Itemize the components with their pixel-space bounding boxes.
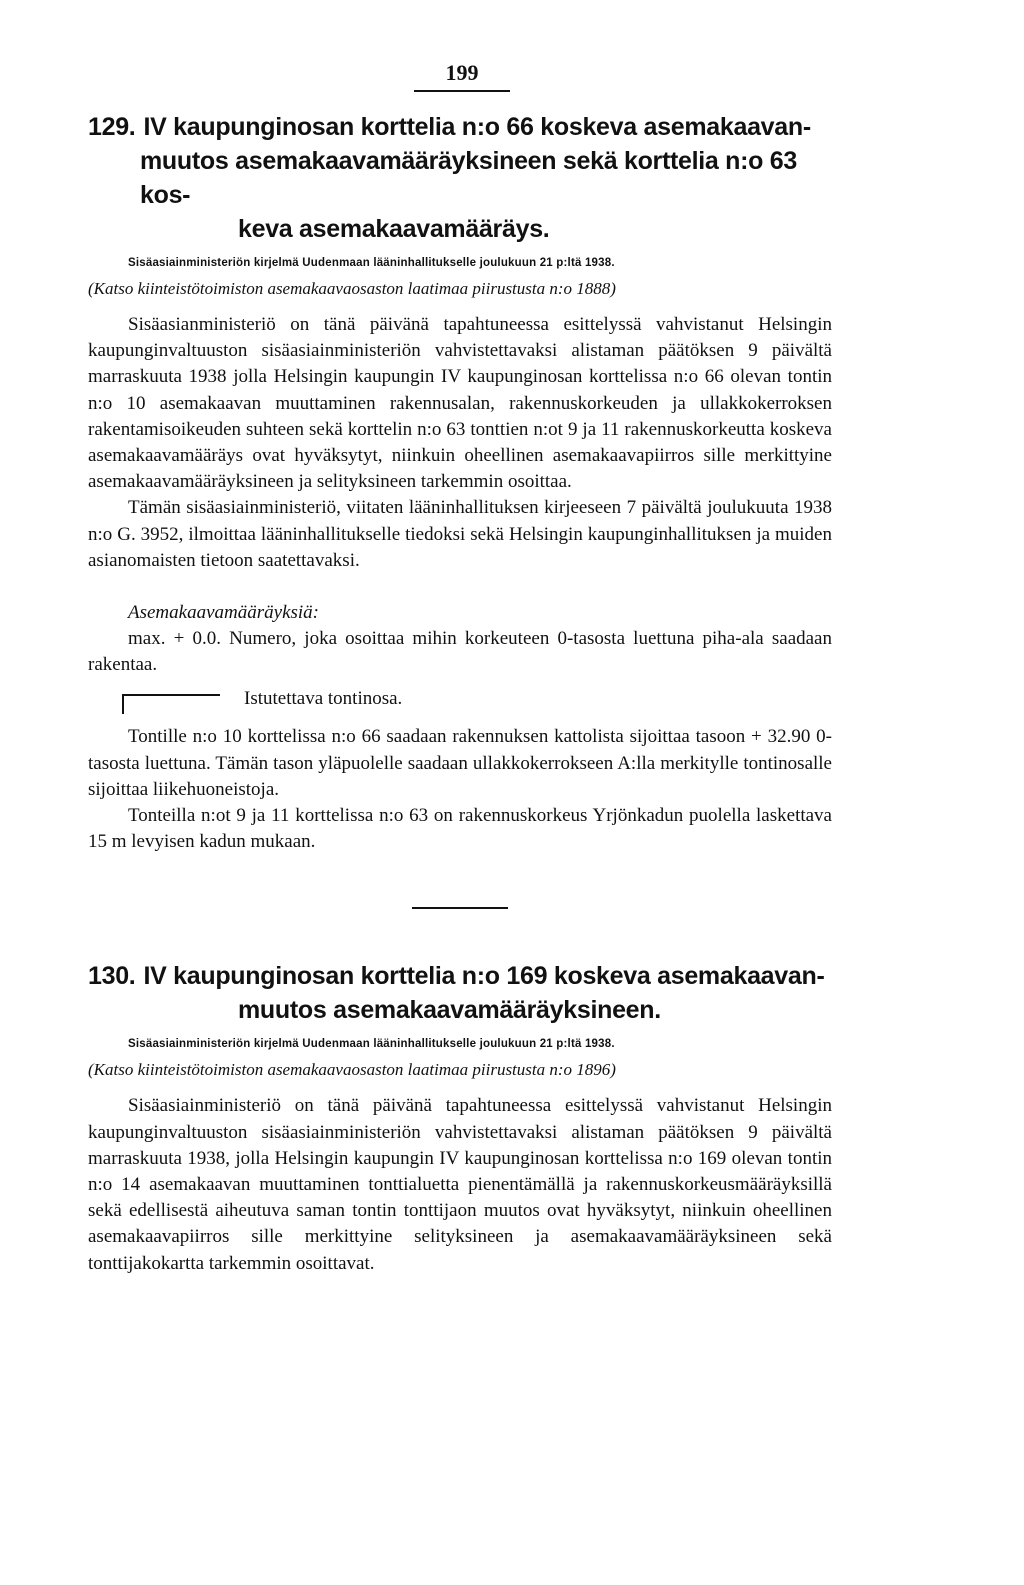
section-title-line: keva asemakaavamääräys. [238, 215, 550, 243]
paragraph: Tontille n:o 10 korttelissa n:o 66 saadaan rakennuksen kattolista sijoittaa tasoon + 32.90 0-tasosta luettuna. Tämän tason yläpuolelle saadaan ullakkokerrokseen A:lla merkitylle tontinosalle sijoittaa liikehuoneistoja. [88, 726, 832, 800]
paragraph: Tämän sisäasiainministeriö, viitaten lääninhallituksen kirjeeseen 7 päivältä joulukuuta 1938 n:o G. 3952, ilmoittaa lääninhallitukselle tiedoksi sekä Helsingin kaupunginhallituksen ja muiden asianomaisten tietoon saatettavaksi. [88, 497, 832, 571]
section-title-line: muutos asemakaavamääräyksineen. [238, 996, 661, 1025]
plan-reference: (Katso kiinteistötoimiston asemakaavaosaston laatimaa piirustusta n:o 1896) [88, 1060, 616, 1080]
section-129 [88, 110, 832, 855]
rules-heading: Asemakaavamääräyksiä: [128, 602, 320, 624]
source-note: Sisäasiainministeriön kirjelmä Uudenmaan lääninhallitukselle joulukuun 21 p:ltä 1938. [128, 257, 615, 269]
paragraph: Sisäasiainministeriö on tänä päivänä tapahtuneessa esittelyssä vahvistanut Helsingin kaupunginvaltuuston sisäasiainministeriön vahvistettavaksi alistaman päätöksen 9 päivältä marraskuuta 1938, jolla Helsingin kaupungin IV kaupunginosan korttelissa n:o 169 olevan tontin n:o 14 asemakaavan muuttaminen tonttialuetta pienentämällä ja rakennuskorkeusmääräyksillä sekä edellisestä aiheutuva saman tontin tonttijaon muutos ovat hyväksytyt, niinkuin oheellinen asemakaavapiirros sille merkittyine selityksineen ja asemakaavamääräyksineen sekä tonttijakokartta tarkemmin osoittavat. [88, 1095, 832, 1274]
legend-row [88, 684, 832, 714]
rules-text [88, 626, 832, 678]
paragraph: Sisäasianministeriö on tänä päivänä tapahtuneessa esittelyssä vahvistanut Helsingin kaupunginvaltuuston sisäasiainministeriön vahvistettavaksi alistaman päätöksen 9 päivältä marraskuuta 1938 jolla Helsingin kaupungin IV kaupunginosan korttelissa n:o 66 olevan tontin n:o 10 asemakaavan muuttaminen rakennusalan, rakennuskorkeuden ja ullakkokerroksen rakentamisoikeuden suhteen sekä korttelin n:o 63 tonttien n:ot 9 ja 11 rakennuskorkeutta koskeva asemakaavamääräys ovat hyväksytyt, niinkuin oheellinen asemakaavapiirros sille merkittyine asemakaavamääräyksineen ja selityksineen tarkemmin osoittaa. [88, 314, 832, 493]
document-page [88, 56, 832, 1277]
rule-max: max. + 0.0. Numero, joka osoittaa mihin korkeuteen 0-tasosta luettuna piha-ala saadaan rakentaa. [88, 628, 832, 676]
body-text [88, 312, 832, 574]
section-title-line: muutos asemakaavamääräyksineen sekä korttelia n:o 63 kos- [140, 147, 797, 209]
section-heading [88, 110, 832, 246]
body-text [88, 1093, 832, 1276]
source-note: Sisäasiainministeriön kirjelmä Uudenmaan lääninhallitukselle joulukuun 21 p:ltä 1938. [128, 1038, 615, 1051]
page-number: 199 [414, 56, 510, 92]
planting-area-symbol [122, 694, 220, 714]
section-title-line: IV kaupunginosan korttelia n:o 66 koskeva asemakaavan- [143, 113, 811, 141]
section-130 [88, 959, 832, 1276]
legend-label: Istutettava tontinosa. [244, 688, 403, 710]
section-heading [88, 959, 832, 1027]
section-title-line: IV kaupunginosan korttelia n:o 169 koskeva asemakaavan- [143, 962, 825, 991]
plan-reference: (Katso kiinteistötoimiston asemakaavaosaston laatimaa piirustusta n:o 1888) [88, 279, 616, 298]
section-number: 130. [88, 962, 136, 991]
rules-text [88, 724, 832, 855]
section-divider [412, 907, 508, 909]
paragraph: Tonteilla n:ot 9 ja 11 korttelissa n:o 63 on rakennuskorkeus Yrjönkadun puolella laskettava 15 m levyisen kadun mukaan. [88, 805, 832, 853]
section-number: 129. [88, 113, 136, 141]
